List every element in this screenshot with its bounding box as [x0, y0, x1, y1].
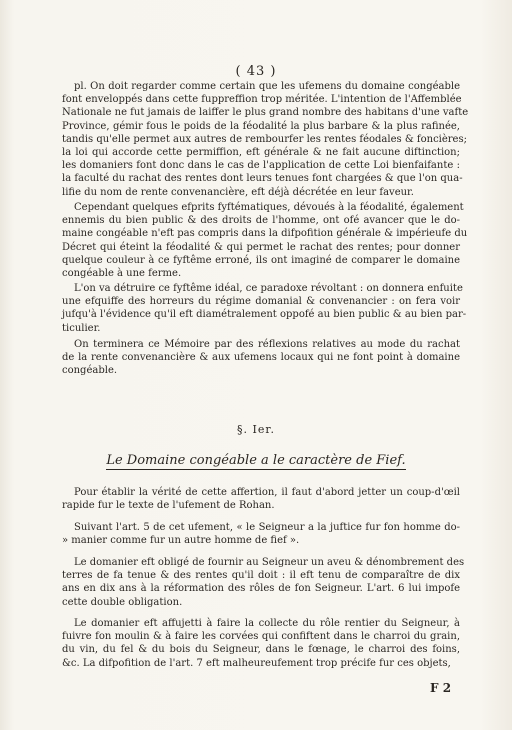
- text-line: Décret qui éteint la féodalité & qui permet le rachat des rentes; pour donner: [62, 241, 460, 253]
- text-line: de la rente convenancière & aux ufemens locaux qui ne font point à domaine: [62, 352, 460, 364]
- text-line: » manier comme fur un autre homme de fief ».: [62, 535, 300, 547]
- text-line: pl. On doit regarder comme certain que les ufemens du domaine congéable: [74, 81, 460, 92]
- text-line: &c. La difpofition de l'art. 7 eft malheureufement trop précife fur ces objets,: [62, 657, 451, 669]
- page-number: ( 43 ): [235, 64, 277, 79]
- text-line: quelque couleur à ce fyftême erroné, ils ont imaginé de comparer le domaine: [62, 254, 460, 266]
- text-line: congéable à une ferme.: [62, 268, 182, 280]
- text-line: Pour établir la vérité de cette affertion, il faut d'abord jetter un coup-d'œil: [74, 487, 460, 498]
- section-heading-text: Le Domaine congéable a le caractère de Fief.: [106, 453, 406, 468]
- text-line: Cependant quelques efprits fyftématiques, dévoués à la féodalité, également: [74, 202, 464, 213]
- paragraph-1: [62, 80, 469, 199]
- text-line: Le domanier eft affujetti à faire la collecte du rôle rentier du Seigneur, à: [74, 618, 460, 629]
- text-line: On terminera ce Mémoire par des réflexions relatives au mode du rachat: [74, 339, 460, 350]
- text-line: font enveloppés dans cette fuppreffion trop méritée. L'intention de l'Affemblée: [62, 94, 462, 106]
- section-mark: §. Ier.: [237, 423, 275, 436]
- text-line: la loi qui accorde cette permiffion, eft générale & ne fait aucune diftinction;: [62, 147, 460, 159]
- paragraph-3: [62, 282, 467, 335]
- signature-mark: F 2: [430, 681, 452, 695]
- text-line: Suivant l'art. 5 de cet ufement, « le Seigneur a la juftice fur fon homme do-: [74, 522, 460, 533]
- text-line: maine congéable n'eft pas compris dans la difpofition générale & impérieufe du: [62, 228, 468, 240]
- paragraph-8: [62, 617, 460, 670]
- paragraph-7: [62, 556, 465, 609]
- text-line: cette double obligation.: [62, 596, 183, 608]
- text-line: ticulier.: [62, 322, 101, 334]
- paragraph-5: [62, 486, 460, 512]
- text-line: L'on va détruire ce fyftême idéal, ce paradoxe révoltant : on donnera enfuite: [74, 283, 463, 294]
- text-line: ennemis du bien public & des droits de l'homme, ont ofé avancer que le do-: [62, 215, 460, 227]
- paragraph-2: [62, 201, 468, 280]
- paragraph-4: [62, 338, 460, 378]
- text-line: rapide fur le texte de l'ufement de Rohan.: [62, 500, 275, 512]
- text-line: lifie du nom de rente convenancière, eft déjà décrétée en leur faveur.: [62, 186, 414, 198]
- text-line: Province, gémir fous le poids de la féodalité la plus barbare & la plus rafinée,: [62, 120, 460, 132]
- text-line: congéable.: [62, 365, 118, 377]
- text-line: Nationale ne fut jamais de laiffer le plus grand nombre des habitans d'une vafte: [62, 107, 469, 119]
- text-line: Le domanier eft obligé de fournir au Seigneur un aveu & dénombrement des: [74, 557, 465, 568]
- paragraph-6: [62, 521, 460, 547]
- text-line: terres de fa tenue & des rentes qu'il doit : il eft tenu de comparaître de dix: [62, 570, 460, 582]
- text-line: les domaniers font donc dans le cas de l'application de cette Loi bienfaifante :: [62, 160, 460, 172]
- text-line: du vin, du fel & du bois du Seigneur, dans le fœnage, le charroi des foins,: [62, 644, 460, 656]
- text-line: tandis qu'elle permet aux autres de rembourfer les rentes féodales & foncières;: [62, 133, 467, 145]
- text-line: ans en dix ans à la réformation des rôles de fon Seigneur. L'art. 6 lui impofe: [62, 583, 460, 595]
- text-line: la faculté du rachat des rentes dont leurs tenues font chargées & que l'on qua-: [62, 173, 463, 185]
- text-line: jufqu'à l'évidence qu'il eft diamétralement oppofé au bien public & au bien par-: [62, 309, 467, 321]
- text-line: une efquiffe des horreurs du régime domanial & convenancier : on fera voir: [62, 296, 460, 308]
- section-heading: [0, 453, 512, 470]
- text-line: fuivre fon moulin & à faire les corvées qui confiftent dans le charroi du grain,: [62, 631, 460, 643]
